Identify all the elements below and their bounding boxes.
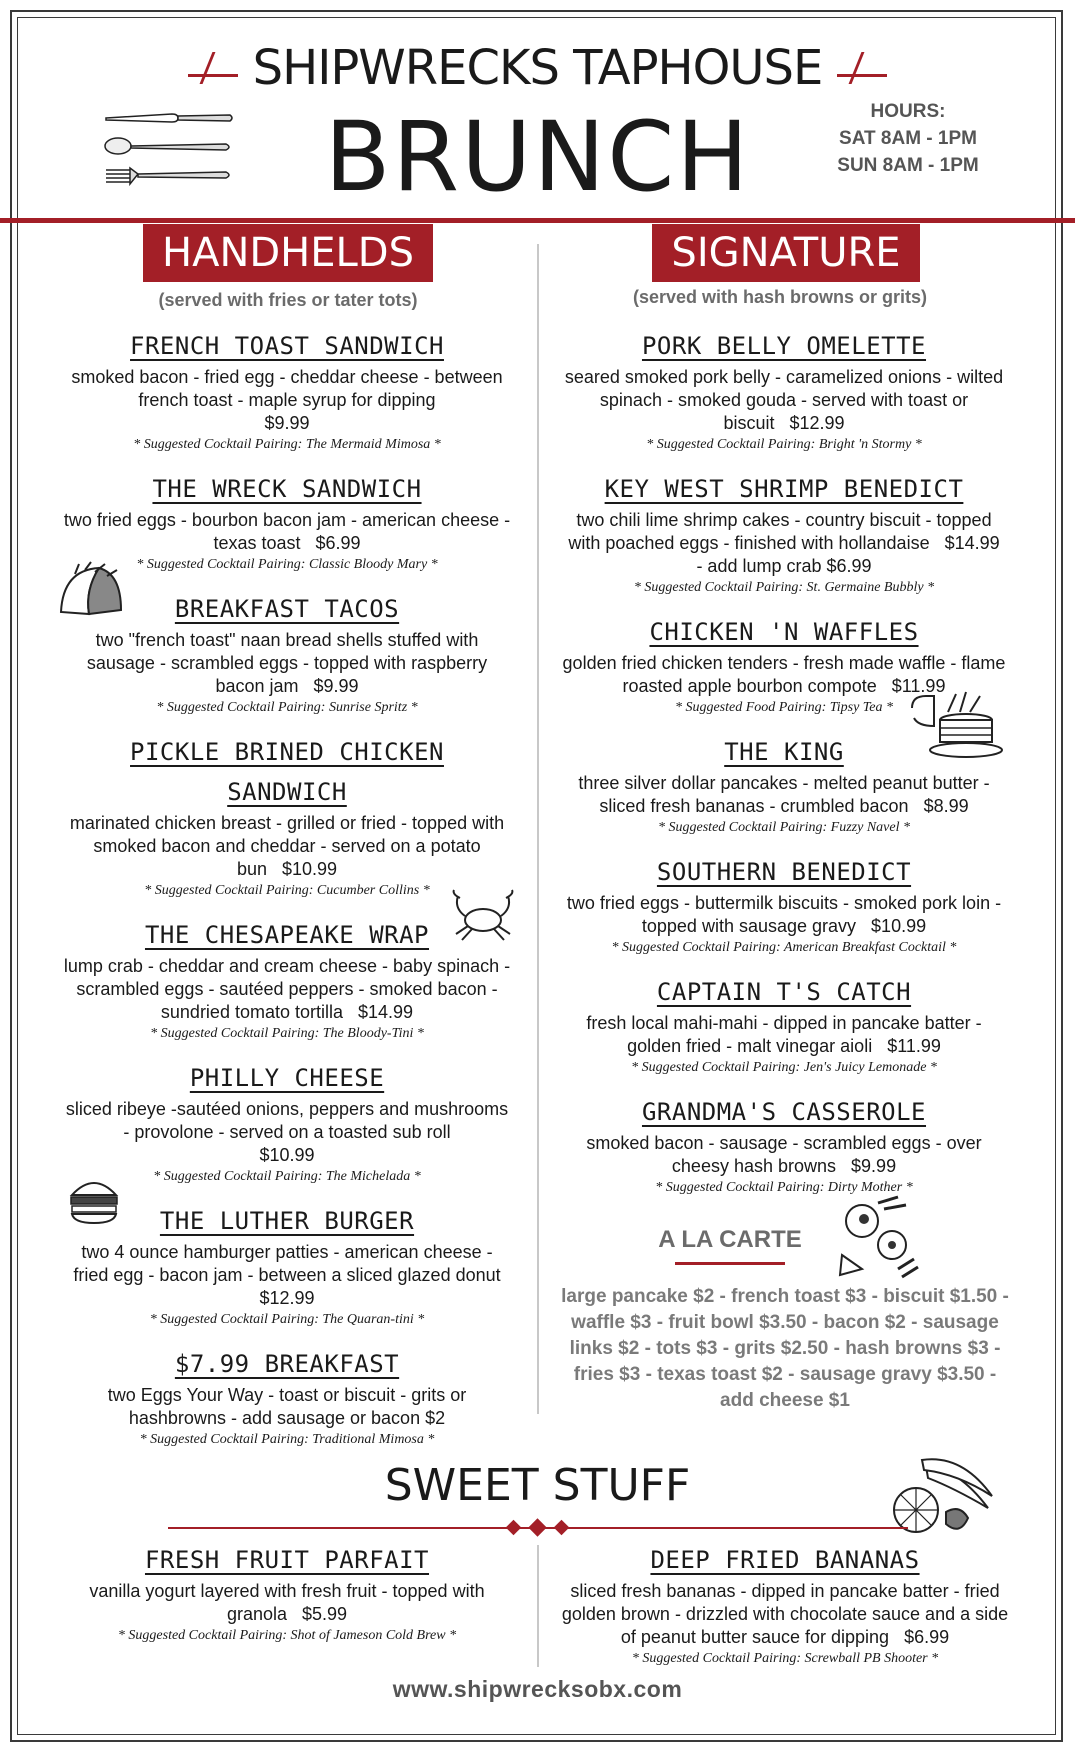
item-price: $14.99 xyxy=(358,1002,414,1022)
menu-item xyxy=(558,972,1010,1078)
item-name: FRENCH TOAST SANDWICH xyxy=(130,332,444,360)
menu-item xyxy=(558,469,1010,598)
item-description: smoked bacon - fried egg - cheddar cheese - between french toast - maple syrup for dipping $9.99 xyxy=(71,367,503,433)
item-price: $5.99 xyxy=(302,1604,348,1624)
item-pairing: * Suggested Cocktail Pairing: American Breakfast Cocktail * xyxy=(611,940,957,955)
item-description: marinated chicken breast - grilled or fried - topped with smoked bacon and cheddar - served on a potato bun $10.99 xyxy=(69,813,505,879)
menu-item xyxy=(560,1540,1010,1669)
alacarte-title: A LA CARTE xyxy=(658,1226,802,1253)
item-pairing: * Suggested Cocktail Pairing: Classic Bloody Mary * xyxy=(136,557,438,572)
signature-column xyxy=(558,326,1010,1198)
item-price: $14.99 xyxy=(944,533,1000,553)
item-description: two "french toast" naan bread shells stuffed with sausage - scrambled eggs - topped with raspberry bacon jam $9.99 xyxy=(86,630,488,696)
item-description: two Eggs Your Way - toast or biscuit - grits or hashbrowns - add sausage or bacon $2 xyxy=(107,1385,467,1428)
item-description: seared smoked pork belly - caramelized onions - wilted spinach - smoked gouda - served with toast or biscuit $12.99 xyxy=(564,367,1004,433)
website-link[interactable]: www.shipwrecksobx.com xyxy=(392,1676,683,1702)
item-pairing: * Suggested Cocktail Pairing: The Michelada * xyxy=(153,1169,421,1184)
handhelds-note: (served with fries or tater tots) xyxy=(158,290,418,310)
item-price: $11.99 xyxy=(887,1036,941,1056)
crab-icon xyxy=(448,888,518,944)
item-name: CAPTAIN T'S CATCH xyxy=(656,978,912,1006)
item-price: $9.99 xyxy=(851,1156,897,1176)
item-pairing: * Suggested Cocktail Pairing: The Mermaid Mimosa * xyxy=(133,437,441,452)
item-pairing: * Suggested Cocktail Pairing: Sunrise Spritz * xyxy=(156,700,418,715)
taco-icon xyxy=(55,560,127,620)
item-description: two fried eggs - buttermilk biscuits - smoked pork loin - topped with sausage gravy $10.99 xyxy=(566,893,1002,936)
item-name: PORK BELLY OMELETTE xyxy=(641,332,927,360)
sweet-left-column xyxy=(72,1540,502,1646)
menu-item xyxy=(62,1344,512,1450)
menu-item xyxy=(62,915,512,1044)
item-pairing: * Suggested Food Pairing: Tipsy Tea * xyxy=(674,700,894,715)
item-name: SOUTHERN BENEDICT xyxy=(656,858,912,886)
alacarte-underline xyxy=(675,1262,785,1265)
item-description: sliced fresh bananas - dipped in pancake batter - fried golden brown - drizzled with chocolate sauce and a side of peanut butter sauce for dipping $6.99 xyxy=(561,1581,1009,1647)
hours-sunday: SUN 8AM - 1PM xyxy=(837,155,979,176)
menu-item xyxy=(558,326,1010,455)
menu-item xyxy=(558,1092,1010,1198)
item-description: two fried eggs - bourbon bacon jam - american cheese - texas toast $6.99 xyxy=(63,510,511,553)
menu-item xyxy=(62,469,512,575)
item-description: sliced ribeye -sautéed onions, peppers and mushrooms - provolone - served on a toasted sub roll $10.99 xyxy=(65,1099,509,1165)
item-addon: - add lump crab $6.99 xyxy=(696,556,872,576)
alacarte-list: large pancake $2 - french toast $3 - biscuit $1.50 - waffle $3 - fruit bowl $3.50 - bacon $2 - sausage links $2 - tots $3 - grits $2.50 - hash browns $3 - fries $3 - texas toast $2 - sausage gravy $3.50 - add cheese $1 xyxy=(561,1286,1009,1411)
menu-item xyxy=(62,732,512,901)
item-name: THE CHESAPEAKE WRAP xyxy=(144,921,430,949)
hours-saturday: SAT 8AM - 1PM xyxy=(839,128,977,149)
item-name: PHILLY CHEESE xyxy=(189,1064,385,1092)
item-price: $8.99 xyxy=(923,796,969,816)
item-price: $9.99 xyxy=(313,676,359,696)
breakfast-food-icon xyxy=(822,1195,922,1285)
slash-decoration-left xyxy=(188,52,238,84)
item-name: KEY WEST SHRIMP BENEDICT xyxy=(604,475,964,503)
item-pairing: * Suggested Cocktail Pairing: Fuzzy Navel * xyxy=(658,820,910,835)
item-name: THE LUTHER BURGER xyxy=(159,1207,415,1235)
item-price: $9.99 xyxy=(264,413,310,433)
signature-note: (served with hash browns or grits) xyxy=(632,287,928,307)
item-pairing: * Suggested Cocktail Pairing: Shot of Jameson Cold Brew * xyxy=(117,1628,457,1643)
menu-item xyxy=(62,326,512,455)
item-pairing: * Suggested Cocktail Pairing: Traditional Mimosa * xyxy=(139,1432,435,1447)
item-description: smoked bacon - sausage - scrambled eggs - over cheesy hash browns $9.99 xyxy=(586,1133,982,1176)
item-name: BREAKFAST TACOS xyxy=(174,595,400,623)
item-name: THE WRECK SANDWICH xyxy=(152,475,422,503)
item-price: $10.99 xyxy=(871,916,927,936)
item-description: golden fried chicken tenders - fresh made waffle - flame roasted apple bourbon compote $11.99 xyxy=(562,653,1006,696)
menu-item xyxy=(62,1201,512,1330)
menu-item xyxy=(62,1058,512,1187)
item-pairing: * Suggested Cocktail Pairing: Cucumber Collins * xyxy=(144,883,430,898)
item-name: FRESH FRUIT PARFAIT xyxy=(144,1546,430,1574)
item-price: $11.99 xyxy=(891,676,946,696)
item-name: GRANDMA'S CASSEROLE xyxy=(641,1098,927,1126)
item-name: CHICKEN 'N WAFFLES xyxy=(649,618,919,646)
item-price: $10.99 xyxy=(259,1145,315,1165)
item-description: two 4 ounce hamburger patties - american cheese - fried egg - bacon jam - between a sliced glazed donut $12.99 xyxy=(73,1242,501,1308)
sweet-right-column xyxy=(560,1540,1010,1669)
item-price: $10.99 xyxy=(282,859,338,879)
menu-item xyxy=(62,589,512,718)
item-pairing: * Suggested Cocktail Pairing: Jen's Juicy Lemonade * xyxy=(631,1060,937,1075)
handhelds-banner: HANDHELDS xyxy=(143,224,433,282)
item-pairing: * Suggested Cocktail Pairing: Dirty Mother * xyxy=(655,1180,913,1195)
item-name: $7.99 BREAKFAST xyxy=(174,1350,400,1378)
cutlery-icon xyxy=(104,106,234,188)
item-name: PICKLE BRINED CHICKEN SANDWICH xyxy=(130,738,444,806)
sweet-stuff-divider xyxy=(537,1545,539,1667)
restaurant-title: SHIPWRECKS TAPHOUSE xyxy=(252,40,823,96)
item-description: lump crab - cheddar and cream cheese - baby spinach - scrambled eggs - sautéed peppers - smoked bacon - sundried tomato tortilla $14.99 xyxy=(63,956,511,1022)
item-pairing: * Suggested Cocktail Pairing: The Bloody-Tini * xyxy=(150,1026,424,1041)
header-divider xyxy=(0,218,1075,223)
item-pairing: * Suggested Cocktail Pairing: Bright 'n Stormy * xyxy=(646,437,922,452)
pancake-icon xyxy=(908,690,1004,760)
item-description: fresh local mahi-mahi - dipped in pancake batter - golden fried - malt vinegar aioli $11.99 xyxy=(586,1013,982,1056)
item-price: $12.99 xyxy=(259,1288,315,1308)
item-price: $6.99 xyxy=(904,1627,950,1647)
item-description: three silver dollar pancakes - melted peanut butter - sliced fresh bananas - crumbled bacon $8.99 xyxy=(578,773,990,816)
item-price: $6.99 xyxy=(315,533,361,553)
hours-block xyxy=(818,98,998,179)
page-title: BRUNCH xyxy=(324,101,751,213)
item-description: two chili lime shrimp cakes - country biscuit - topped with poached eggs - finished with hollandaise $14.99 - add lump crab $6.99 xyxy=(568,510,1000,576)
menu-item xyxy=(72,1540,502,1646)
item-name: DEEP FRIED BANANAS xyxy=(650,1546,920,1574)
item-pairing: * Suggested Cocktail Pairing: St. Germaine Bubbly * xyxy=(633,580,935,595)
item-price: $12.99 xyxy=(789,413,845,433)
hours-label: HOURS: xyxy=(870,101,946,122)
column-divider xyxy=(537,244,539,1414)
item-pairing: * Suggested Cocktail Pairing: The Quaran-tini * xyxy=(149,1312,425,1327)
item-pairing: * Suggested Cocktail Pairing: Screwball PB Shooter * xyxy=(631,1651,939,1666)
signature-banner: SIGNATURE xyxy=(652,224,920,282)
menu-item xyxy=(558,852,1010,958)
item-description: vanilla yogurt layered with fresh fruit - topped with granola $5.99 xyxy=(89,1581,485,1624)
handhelds-column xyxy=(62,326,512,1450)
item-name: THE KING xyxy=(724,738,844,766)
slash-decoration-right xyxy=(837,52,887,84)
burger-icon xyxy=(68,1175,120,1225)
sweet-stuff-title: SWEET STUFF xyxy=(384,1460,691,1511)
